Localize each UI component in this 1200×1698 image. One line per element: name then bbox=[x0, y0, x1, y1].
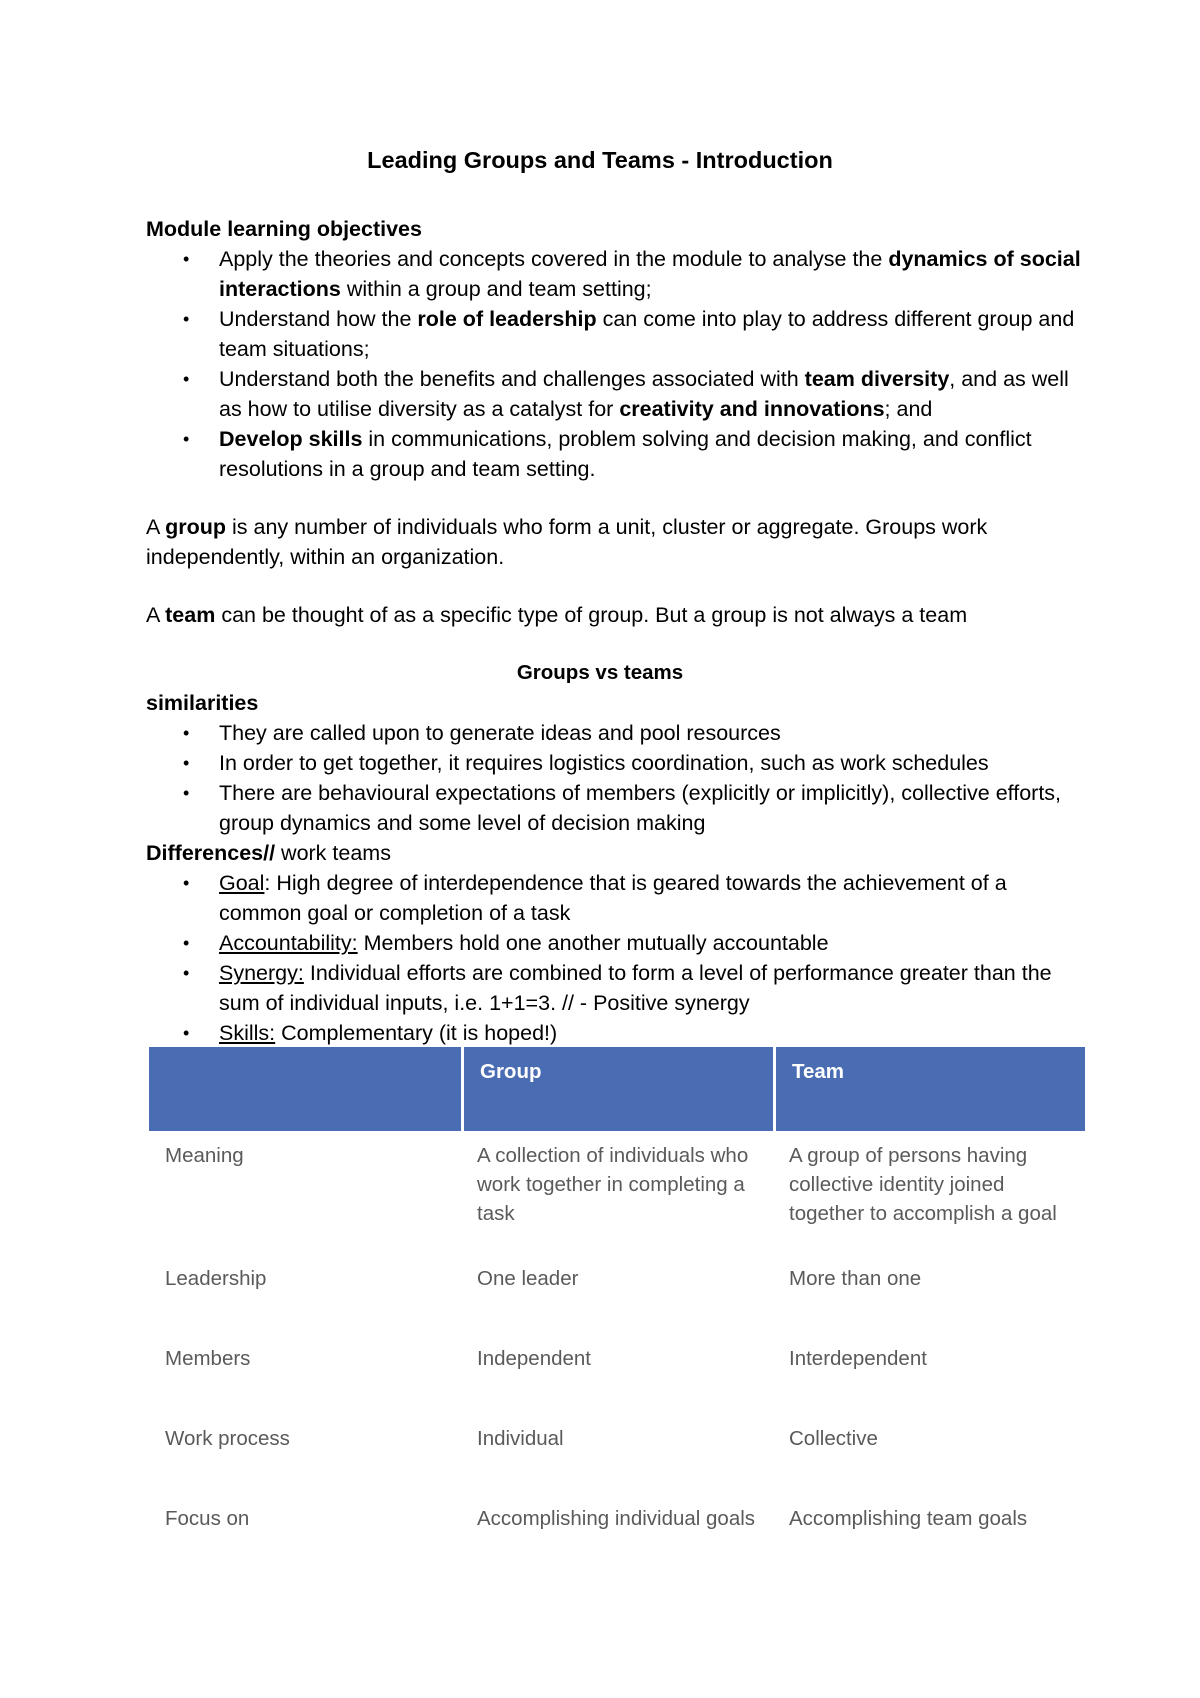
bullet-icon: • bbox=[183, 783, 190, 803]
table-header-cell bbox=[149, 1047, 461, 1131]
list-item: • Apply the theories and concepts covered in the module to analyse the dynamics of social interactions within a group and team setting; bbox=[146, 244, 1086, 304]
list-item: • Develop skills in communications, problem solving and decision making, and conflict resolutions in a group and team setting. bbox=[146, 424, 1086, 484]
objectives-list bbox=[146, 244, 1086, 484]
list-item: • Accountability: Members hold one another mutually accountable bbox=[146, 928, 1086, 958]
table-cell: Individual bbox=[477, 1427, 564, 1450]
similarities-list bbox=[146, 718, 1086, 838]
differences-heading: Differences// work teams bbox=[146, 841, 391, 865]
bullet-icon: • bbox=[183, 723, 190, 743]
table-cell: Focus on bbox=[165, 1507, 250, 1530]
group-definition: A group is any number of individuals who form a unit, cluster or aggregate. Groups work independently, within an organization. bbox=[146, 515, 988, 569]
similarities-heading: similarities bbox=[146, 691, 259, 715]
table-row bbox=[149, 1501, 1085, 1581]
table-cell: Accomplishing individual goals bbox=[477, 1507, 756, 1530]
objectives-section bbox=[146, 214, 1086, 484]
objectives-heading: Module learning objectives bbox=[146, 217, 422, 241]
table-cell: A collection of individuals who work together in completing a task bbox=[477, 1144, 749, 1225]
table-cell: More than one bbox=[789, 1267, 922, 1290]
table-cell: A group of persons having collective identity joined together to accomplish a goal bbox=[789, 1144, 1057, 1225]
page-title: Leading Groups and Teams - Introduction bbox=[367, 147, 833, 173]
bullet-icon: • bbox=[183, 309, 190, 329]
bullet-icon: • bbox=[183, 249, 190, 269]
list-item: • They are called upon to generate ideas and pool resources bbox=[146, 718, 1086, 748]
table-row bbox=[149, 1131, 1085, 1261]
list-item: • Synergy: Individual efforts are combined to form a level of performance greater than the sum of individual inputs, i.e. 1+1=3. // - Positive synergy bbox=[146, 958, 1086, 1018]
bullet-icon: • bbox=[183, 933, 190, 953]
bullet-icon: • bbox=[183, 753, 190, 773]
list-item: • Understand how the role of leadership can come into play to address different group and team situations; bbox=[146, 304, 1086, 364]
differences-list bbox=[146, 868, 1086, 1048]
table-cell: Meaning bbox=[165, 1144, 244, 1167]
table-cell: Work process bbox=[165, 1427, 290, 1450]
table-header-cell: Team bbox=[773, 1047, 1085, 1131]
table-row bbox=[149, 1261, 1085, 1341]
table-cell: Independent bbox=[477, 1347, 592, 1370]
team-definition: A team can be thought of as a specific type of group. But a group is not always a team bbox=[146, 603, 968, 627]
section-heading: Groups vs teams bbox=[516, 661, 684, 684]
table-header-row bbox=[149, 1047, 1085, 1131]
table-header-cell: Group bbox=[461, 1047, 773, 1131]
list-item: • Goal: High degree of interdependence that is geared towards the achievement of a common goal or completion of a task bbox=[146, 868, 1086, 928]
comparison-table bbox=[149, 1047, 1085, 1581]
table-cell: Members bbox=[165, 1347, 251, 1370]
table-row bbox=[149, 1421, 1085, 1501]
list-item: • Skills: Complementary (it is hoped!) bbox=[146, 1018, 1086, 1048]
table-cell: One leader bbox=[477, 1267, 579, 1290]
list-item: • In order to get together, it requires logistics coordination, such as work schedules bbox=[146, 748, 1086, 778]
list-item: • Understand both the benefits and challenges associated with team diversity, and as well as how to utilise diversity as a catalyst for creativity and innovations; and bbox=[146, 364, 1086, 424]
bullet-icon: • bbox=[183, 963, 190, 983]
table-row bbox=[149, 1341, 1085, 1421]
list-item: • There are behavioural expectations of members (explicitly or implicitly), collective efforts, group dynamics and some level of decision making bbox=[146, 778, 1086, 838]
bullet-icon: • bbox=[183, 429, 190, 449]
table-cell: Collective bbox=[789, 1427, 878, 1450]
table-cell: Accomplishing team goals bbox=[789, 1507, 1028, 1530]
table-cell: Leadership bbox=[165, 1267, 267, 1290]
groups-vs-teams-section bbox=[146, 658, 1086, 1048]
table-cell: Interdependent bbox=[789, 1347, 927, 1370]
bullet-icon: • bbox=[183, 873, 190, 893]
bullet-icon: • bbox=[183, 369, 190, 389]
bullet-icon: • bbox=[183, 1023, 190, 1043]
